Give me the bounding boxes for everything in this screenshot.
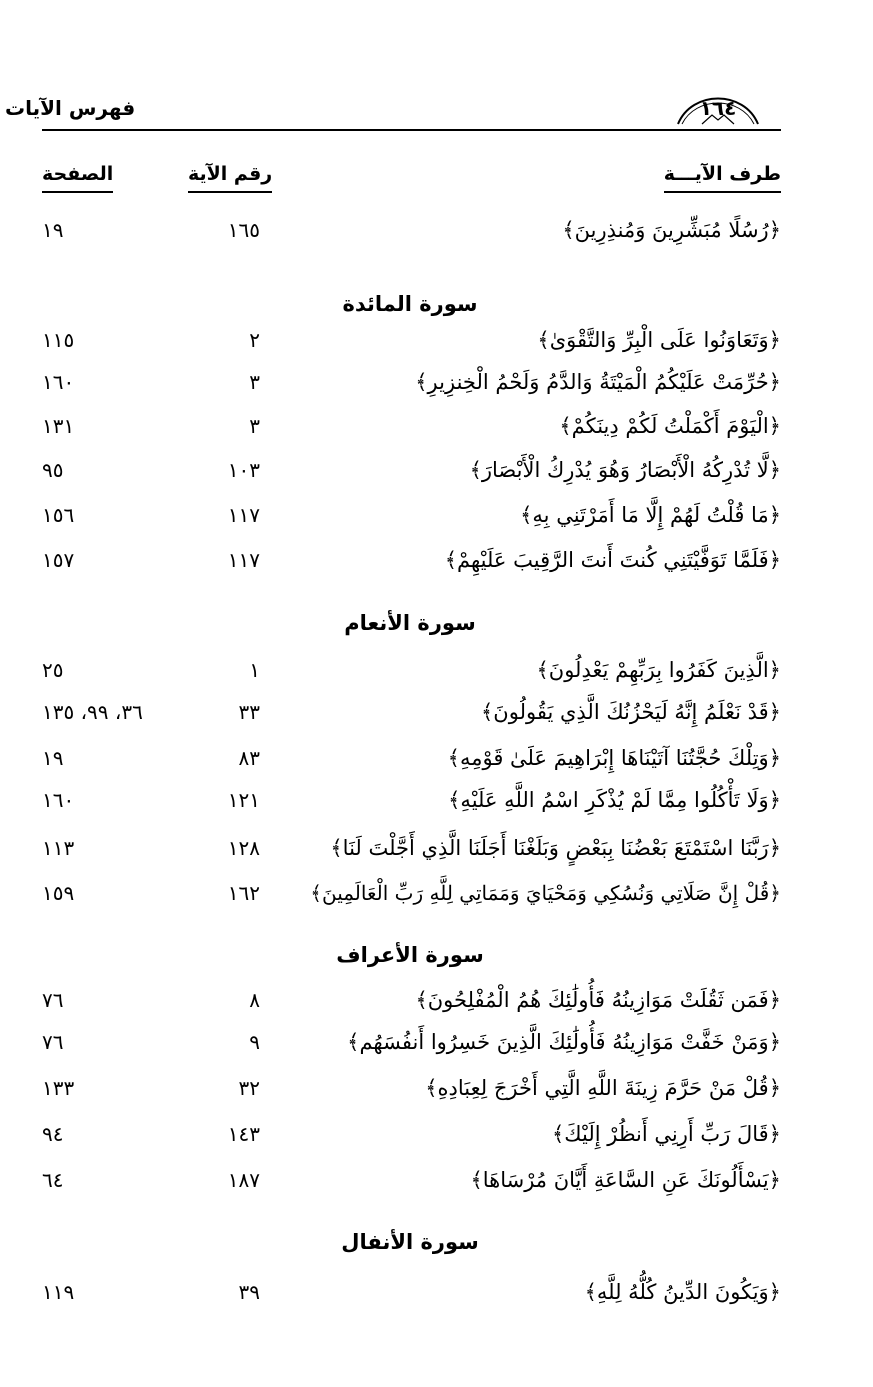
page-references: ٣٦، ٩٩، ١٣٥ [42,700,143,724]
index-entry [0,738,873,778]
index-entry [0,1114,873,1154]
index-entry [0,1068,873,1108]
index-entry [0,406,873,446]
verse-text: ﴿رُسُلًا مُبَشِّرِينَ وَمُنذِرِينَ﴾ [562,218,781,242]
ayah-number: ٣٢ [238,1076,260,1100]
index-entry [0,210,873,250]
ayah-number: ٣ [249,414,260,438]
running-title: فهرس الآيات [5,96,136,120]
page-references: ٩٥ [42,458,64,482]
index-entry [0,873,873,913]
page-references: ١٩ [42,746,64,770]
page-references: ١١٥ [42,328,75,352]
verse-text: ﴿لَّا تُدْرِكُهُ الْأَبْصَارُ وَهُوَ يُدْرِكُ الْأَبْصَارَ﴾ [469,458,781,482]
index-entry [0,1022,873,1062]
ayah-number: ١٢٨ [227,836,260,860]
ayah-number: ١٨٧ [227,1168,260,1192]
ayah-number: ١٠٣ [227,458,260,482]
page-number-ornament [672,84,764,130]
ayah-number: ٢ [249,328,260,352]
column-header-verse-label: طرف الآيـــة [663,163,781,185]
verse-text: ﴿فَلَمَّا تَوَفَّيْتَنِي كُنتَ أَنتَ الرَّقِيبَ عَلَيْهِمْ﴾ [444,548,781,572]
column-header-ayah-label: رقم الآية [188,163,273,185]
column-header-underline [42,191,113,193]
page-references: ١٣٣ [42,1076,75,1100]
verse-text: ﴿قُلْ إِنَّ صَلَاتِي وَنُسُكِي وَمَحْيَايَ وَمَمَاتِي لِلَّهِ رَبِّ الْعَالَمِينَ﴾ [310,881,781,905]
verse-text: ﴿الَّذِينَ كَفَرُوا بِرَبِّهِمْ يَعْدِلُونَ﴾ [536,658,781,682]
index-entry [0,980,873,1020]
index-entry [0,495,873,535]
index-entry [0,692,873,732]
verse-text: ﴿قَالَ رَبِّ أَرِنِي أَنظُرْ إِلَيْكَ﴾ [551,1122,781,1146]
ayah-number: ١٦٢ [227,881,260,905]
page-references: ١٣١ [42,414,75,438]
page-references: ١٥٧ [42,548,75,572]
verse-text: ﴿قُلْ مَنْ حَرَّمَ زِينَةَ اللَّهِ الَّتِي أَخْرَجَ لِعِبَادِهِ﴾ [425,1076,781,1100]
ayah-number: ٣٣ [238,700,260,724]
verse-text: ﴿وَتِلْكَ حُجَّتُنَا آتَيْنَاهَا إِبْرَاهِيمَ عَلَىٰ قَوْمِهِ﴾ [447,746,781,770]
ayah-number: ٣٩ [238,1280,260,1304]
index-entry [0,650,873,690]
verse-text: ﴿وَلَا تَأْكُلُوا مِمَّا لَمْ يُذْكَرِ اسْمُ اللَّهِ عَلَيْهِ﴾ [448,788,781,812]
column-header-underline [664,191,781,193]
index-entry [0,1272,873,1312]
ayah-number: ٩ [249,1030,260,1054]
ayah-number: ١٢١ [227,788,260,812]
verse-text: ﴿وَمَنْ خَفَّتْ مَوَازِينُهُ فَأُولَٰئِكَ الَّذِينَ خَسِرُوا أَنفُسَهُم﴾ [347,1030,781,1054]
page-number: ١٦٤ [699,96,737,120]
page-references: ٢٥ [42,658,64,682]
page-references: ١١٩ [42,1280,75,1304]
ayah-number: ١١٧ [227,503,260,527]
ayah-number: ٨ [249,988,260,1012]
column-header-page [42,163,113,193]
verse-text: ﴿حُرِّمَتْ عَلَيْكُمُ الْمَيْتَةُ وَالدَّمُ وَلَحْمُ الْخِنزِيرِ﴾ [415,370,781,394]
index-entry [0,1160,873,1200]
verse-text: ﴿مَا قُلْتُ لَهُمْ إِلَّا مَا أَمَرْتَنِي بِهِ﴾ [520,503,781,527]
page-references: ٧٦ [42,988,64,1012]
column-header-underline [188,191,272,193]
page-references: ١١٣ [42,836,75,860]
page-references: ٧٦ [42,1030,64,1054]
column-header-verse [664,163,781,193]
page-references: ١٥٩ [42,881,75,905]
header-rule [42,129,781,131]
column-header-page-label: الصفحة [42,163,114,185]
ayah-number: ٣ [249,370,260,394]
page-references: ١٥٦ [42,503,75,527]
index-entry [0,540,873,580]
surah-heading: سورة الأعراف [336,943,484,967]
ayah-number: ١٦٥ [227,218,260,242]
ayah-number: ٨٣ [238,746,260,770]
verse-text: ﴿يَسْأَلُونَكَ عَنِ السَّاعَةِ أَيَّانَ مُرْسَاهَا﴾ [470,1168,781,1192]
page-references: ٩٤ [42,1122,64,1146]
surah-heading: سورة المائدة [342,292,478,316]
verse-text: ﴿وَتَعَاوَنُوا عَلَى الْبِرِّ وَالتَّقْوَىٰ﴾ [537,328,781,352]
ayah-number: ١١٧ [227,548,260,572]
surah-heading: سورة الأنعام [344,611,476,635]
index-entry [0,828,873,868]
index-entry [0,450,873,490]
verse-text: ﴿فَمَن ثَقُلَتْ مَوَازِينُهُ فَأُولَٰئِكَ هُمُ الْمُفْلِحُونَ﴾ [415,988,781,1012]
surah-heading: سورة الأنفال [341,1230,479,1254]
verse-text: ﴿رَبَّنَا اسْتَمْتَعَ بَعْضُنَا بِبَعْضٍ وَبَلَغْنَا أَجَلَنَا الَّذِي أَجَّلْتَ لَنَا﴾ [330,836,781,860]
page-references: ١٦٠ [42,370,75,394]
index-entry [0,362,873,402]
verse-text: ﴿وَيَكُونَ الدِّينُ كُلُّهُ لِلَّهِ﴾ [584,1280,781,1304]
column-header-ayah [188,163,272,193]
index-entry [0,780,873,820]
page-references: ١٦٠ [42,788,75,812]
page-references: ٦٤ [42,1168,64,1192]
ayah-number: ١ [249,658,260,682]
page-references: ١٩ [42,218,64,242]
verse-text: ﴿قَدْ نَعْلَمُ إِنَّهُ لَيَحْزُنُكَ الَّذِي يَقُولُونَ﴾ [481,700,781,724]
index-entry [0,320,873,360]
verse-text: ﴿الْيَوْمَ أَكْمَلْتُ لَكُمْ دِينَكُمْ﴾ [559,414,781,438]
ayah-number: ١٤٣ [227,1122,260,1146]
